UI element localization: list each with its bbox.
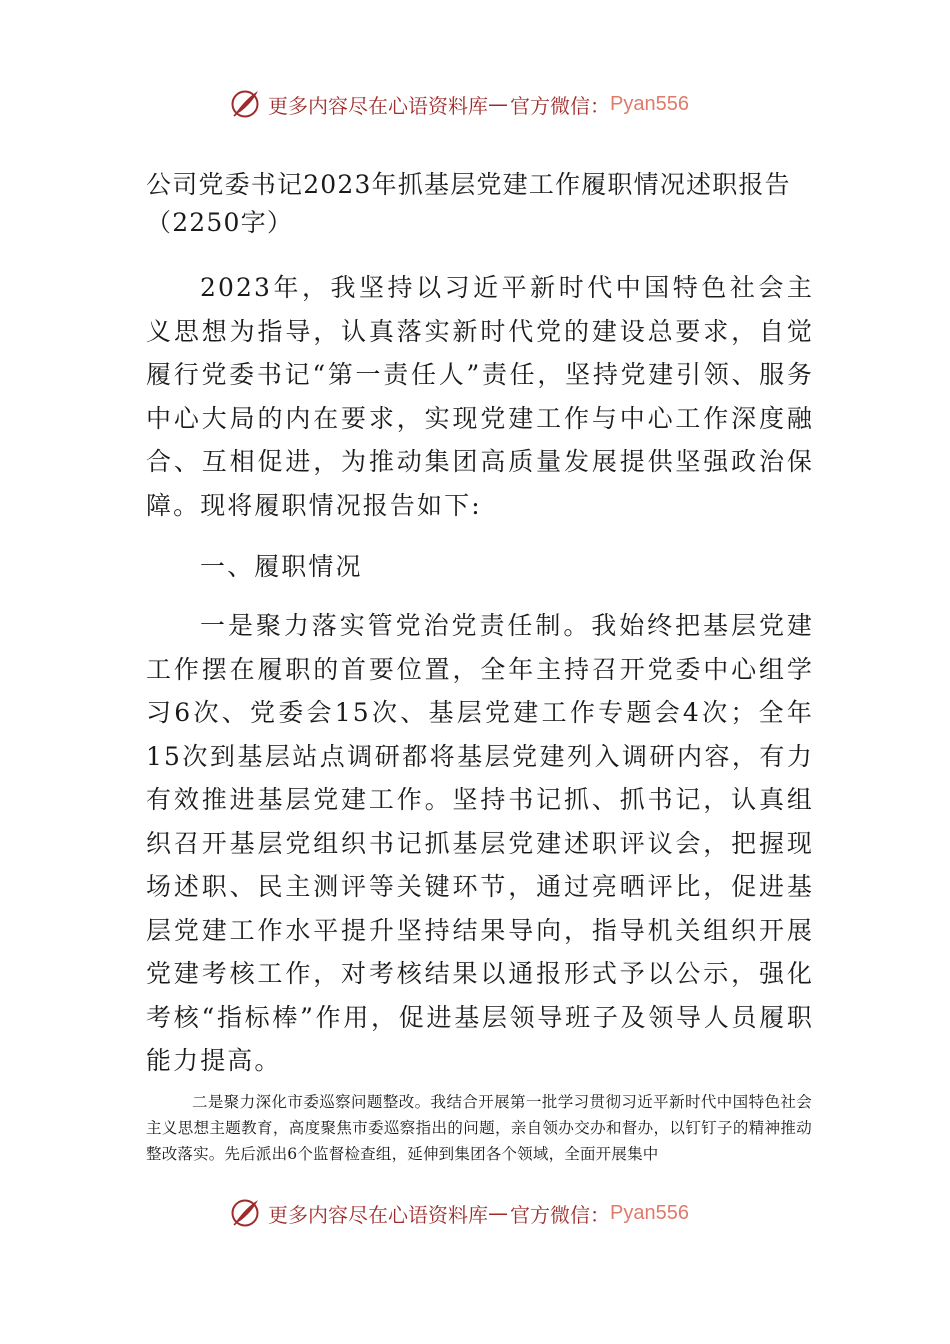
watermark-banner-bottom xyxy=(228,1195,689,1231)
watermark-wechat-id: Pyan556 xyxy=(610,92,689,115)
watermark-brand: 更多内容尽在心语资料库 xyxy=(268,1202,488,1227)
point-two-paragraph: 二是聚力深化市委巡察问题整改。我结合开展第一批学习贯彻习近平新时代中国特色社会主义思想主题教育，高度聚焦市委巡察指出的问题，亲自领办交办和督办，以钉钉子的精神推动整改落实。先后派出6个监督检查组，延伸到集团各个领域，全面开展集中 xyxy=(146,1093,812,1163)
watermark-wechat-label: 官方微信： xyxy=(510,93,610,118)
quill-circle-logo-icon xyxy=(228,87,262,121)
watermark-dash: — xyxy=(488,1201,508,1225)
title-line-2: （2250字） xyxy=(146,208,294,237)
quill-circle-logo-icon xyxy=(228,1196,262,1230)
intro-paragraph: 2023年，我坚持以习近平新时代中国特色社会主义思想为指导，认真落实新时代党的建设总要求，自觉履行党委书记“第一责任人”责任，坚持党建引领、服务中心大局的内在要求，实现党建工作与中心工作深度融合、互相促进，为推动集团高质量发展提供坚强政治保障。现将履职情况报告如下: xyxy=(146,273,814,520)
watermark-wechat-label: 官方微信： xyxy=(510,1202,610,1227)
point-one-paragraph: 一是聚力落实管党治党责任制。我始终把基层党建工作摆在履职的首要位置，全年主持召开党委中心组学习6次、党委会15次、基层党建工作专题会4次；全年15次到基层站点调研都将基层党建列入调研内容，有力有效推进基层党建工作。坚持书记抓、抓书记，认真组织召开基层党组织书记抓基层党建述职评议会，把握现场述职、民主测评等关键环节，通过亮晒评比，促进基层党建工作水平提升坚持结果导向，指导机关组织开展党建考核工作，对考核结果以通报形式予以公示，强化考核“指标棒”作用，促进基层领导班子及领导人员履职能力提高。 xyxy=(146,611,814,1075)
watermark-dash: — xyxy=(488,92,508,116)
section-heading: 一、履职情况 xyxy=(200,552,363,581)
watermark-brand: 更多内容尽在心语资料库 xyxy=(268,93,488,118)
watermark-wechat-id: Pyan556 xyxy=(610,1201,689,1224)
title-line-1: 公司党委书记2023年抓基层党建工作履职情况述职报告 xyxy=(146,170,791,199)
document-title xyxy=(146,166,816,242)
watermark-banner-top xyxy=(228,86,689,122)
